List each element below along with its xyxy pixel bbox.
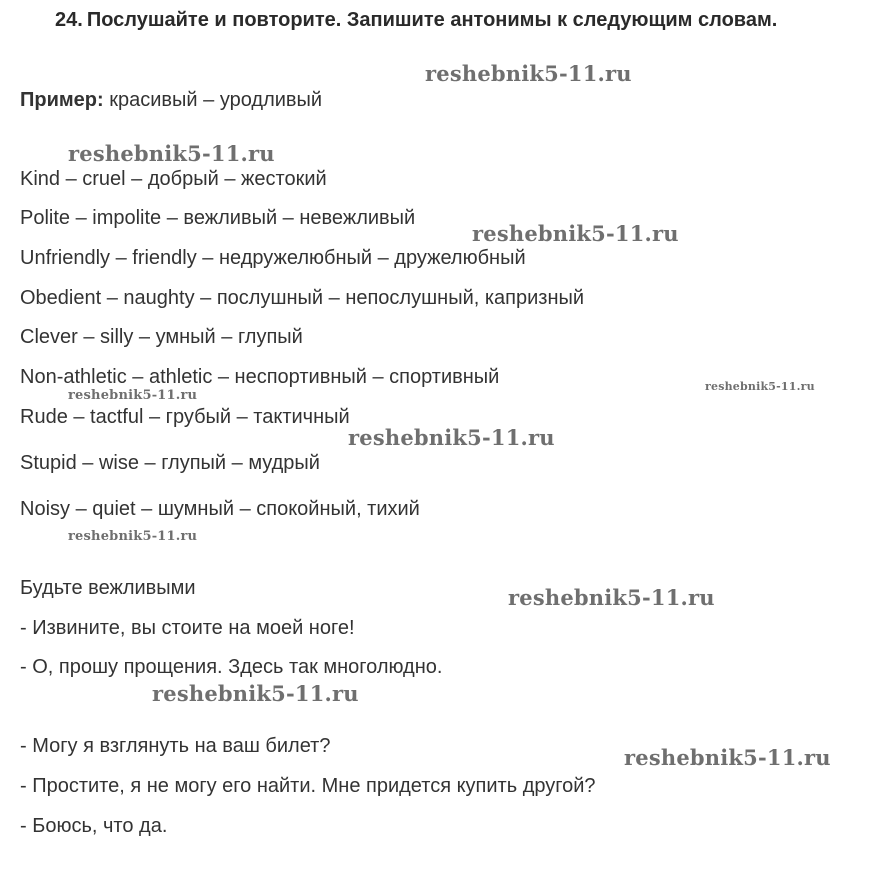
watermark: reshebnik5-11.ru [705,380,815,393]
watermark: reshebnik5-11.ru [624,745,831,770]
antonym-line: Unfriendly – friendly – недружелюбный – дружелюбный [20,247,526,269]
dialogue-line: - Боюсь, что да. [20,815,168,837]
watermark: reshebnik5-11.ru [425,61,632,86]
dialogue-line: - Извините, вы стоите на моей ноге! [20,617,355,639]
antonym-line: Obedient – naughty – послушный – непослушный, капризный [20,287,585,309]
dialogue-line: - Простите, я не могу его найти. Мне придется купить другой? [20,775,596,797]
antonym-line: Polite – impolite – вежливый – невежливый [20,207,416,229]
dialogue-heading: Будьте вежливыми [20,577,196,599]
exercise-number: 24. [55,9,83,31]
antonym-line: Kind – cruel – добрый – жестокий [20,168,327,190]
exercise-title [55,8,777,32]
example-text: красивый – уродливый [109,89,323,111]
antonym-line: Clever – silly – умный – глупый [20,326,303,348]
dialogue-line: - О, прошу прощения. Здесь так многолюдно. [20,656,443,678]
example-label: Пример: [20,89,104,111]
watermark: reshebnik5-11.ru [348,425,555,450]
antonym-line: Non-athletic – athletic – неспортивный – спортивный [20,366,500,388]
watermark: reshebnik5-11.ru [68,141,275,166]
antonym-line: Rude – tactful – грубый – тактичный [20,406,350,428]
watermark: reshebnik5-11.ru [472,221,679,246]
antonym-line: Stupid – wise – глупый – мудрый [20,452,320,474]
dialogue-line: - Могу я взглянуть на ваш билет? [20,735,331,757]
example-line [20,88,322,112]
watermark: reshebnik5-11.ru [68,388,198,403]
antonym-line: Noisy – quiet – шумный – спокойный, тихий [20,498,420,520]
watermark: reshebnik5-11.ru [508,585,715,610]
watermark: reshebnik5-11.ru [68,529,198,544]
exercise-instruction: Послушайте и повторите. Запишите антонимы к следующим словам. [86,9,778,31]
watermark: reshebnik5-11.ru [152,681,359,706]
